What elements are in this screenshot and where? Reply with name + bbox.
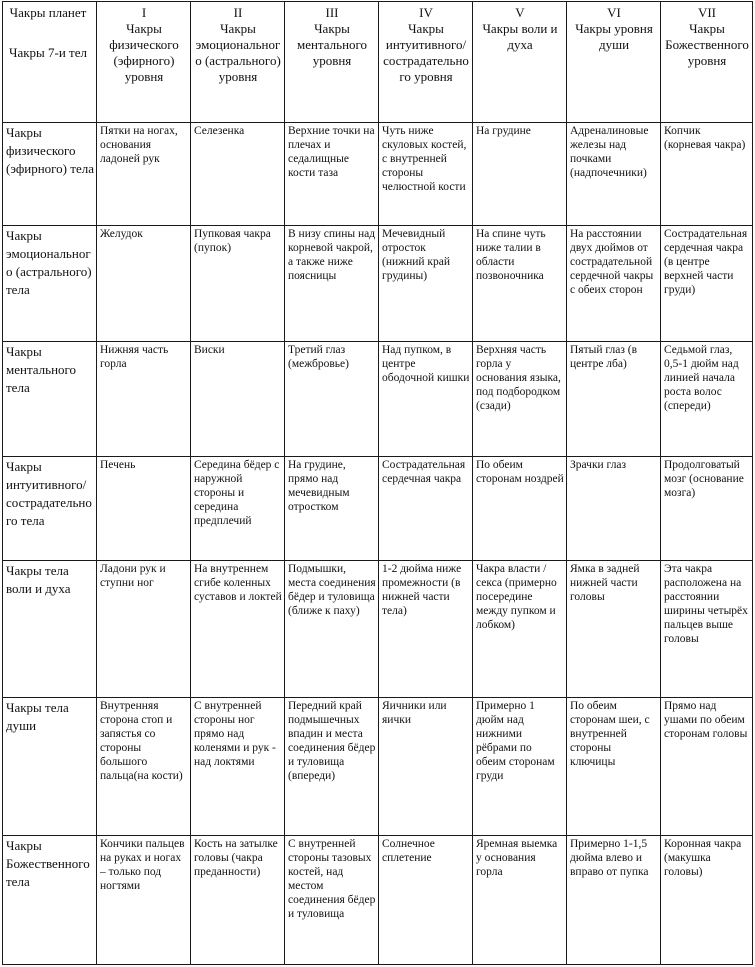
table-cell: Третий глаз (межбровье) [285,341,379,456]
column-header [285,2,379,123]
table-cell: В низу спины над корневой чакрой, а также ниже поясницы [285,226,379,341]
table-cell: Продолговатый мозг (основание мозга) [661,456,753,560]
column-label: Чакры воли и духа [482,21,558,52]
row-header: Чакры Божественного тела [3,835,97,964]
table-cell: Сострадательная сердечная чакра (в центре верхней части груди) [661,226,753,341]
table-cell: Кость на затылке головы (чакра преданности) [191,835,285,964]
table-cell: Передний край подмышечных впадин и места соединения бёдер и туловища (впереди) [285,698,379,835]
table-row [3,226,753,341]
table-cell: Пупковая чакра (пупок) [191,226,285,341]
table-cell: Печень [97,456,191,560]
table-cell: Примерно 1-1,5 дюйма влево и вправо от пупка [567,835,661,964]
table-cell: По обеим сторонам шеи, с внутренней стороны ключицы [567,698,661,835]
table-cell: С внутренней стороны тазовых костей, над местом соединения бёдер и туловища [285,835,379,964]
column-label: Чакры Божественного уровня [665,21,749,68]
corner-header [3,2,97,123]
table-cell: Эта чакра расположена на расстоянии ширины четырёх пальцев выше головы [661,561,753,698]
column-header [567,2,661,123]
table-cell: Нижняя часть горла [97,341,191,456]
table-cell: Кончики пальцев на руках и ногах – только под ногтями [97,835,191,964]
table-cell: Адреналиновые железы над почками (надпочечники) [567,123,661,226]
row-header: Чакры эмоционального (астрального) тела [3,226,97,341]
table-cell: Подмышки, места соединения бёдер и туловища (ближе к паху) [285,561,379,698]
table-cell: Селезенка [191,123,285,226]
column-number: III [325,5,339,20]
row-header: Чакры интуитивного/ сострадательного тела [3,456,97,560]
table-cell: Солнечное сплетение [379,835,473,964]
table-cell: Копчик (корневая чакра) [661,123,753,226]
table-row [3,561,753,698]
column-number: VI [607,5,621,20]
column-number: IV [419,5,433,20]
table-header-row [3,2,753,123]
column-header [191,2,285,123]
table-cell: Яичники или яички [379,698,473,835]
table-cell: На спине чуть ниже талии в области позвоночника [473,226,567,341]
table-cell: По обеим сторонам ноздрей [473,456,567,560]
table-cell: Прямо над ушами по обеим сторонам головы [661,698,753,835]
table-cell: Желудок [97,226,191,341]
table-cell: На внутреннем сгибе коленных суставов и локтей [191,561,285,698]
corner-header-bottom: Чакры 7-и тел [9,45,87,60]
table-cell: Мечевидный отросток (нижний край грудины) [379,226,473,341]
table-cell: Над пупком, в центре ободочной кишки [379,341,473,456]
table-row [3,698,753,835]
table-cell: Ладони рук и ступни ног [97,561,191,698]
column-number: II [233,5,243,20]
row-header: Чакры ментального тела [3,341,97,456]
table-cell: На грудине [473,123,567,226]
table-cell: Сострадательная сердечная чакра [379,456,473,560]
column-label: Чакры физического (эфирного) уровня [109,21,179,84]
corner-header-top: Чакры планет [9,5,87,20]
table-cell: Верхние точки на плечах и седалищные кости таза [285,123,379,226]
table-cell: 1-2 дюйма ниже промежности (в нижней части тела) [379,561,473,698]
column-number: I [141,5,147,20]
table-row [3,341,753,456]
column-label: Чакры ментального уровня [296,21,368,68]
table-cell: Пятый глаз (в центре лба) [567,341,661,456]
column-label: Чакры уровня души [575,21,653,52]
table-cell: Чакра власти /секса (примерно посередине между пупком и лобком) [473,561,567,698]
column-number: V [515,5,525,20]
table-cell: Коронная чакра (макушка головы) [661,835,753,964]
table-cell: Верхняя часть горла у основания языка, под подбородком (сзади) [473,341,567,456]
column-label: Чакры интуитивного/ сострадательного уровня [383,21,469,84]
row-header: Чакры физического (эфирного) тела [3,123,97,226]
table-cell: Виски [191,341,285,456]
table-cell: Примерно 1 дюйм над нижними рёбрами по обеим сторонам груди [473,698,567,835]
table-cell: Зрачки глаз [567,456,661,560]
table-row [3,835,753,964]
table-cell: Пятки на ногах, основания ладоней рук [97,123,191,226]
table-cell: Середина бёдер с наружной стороны и середина предплечий [191,456,285,560]
column-header [661,2,753,123]
column-label: Чакры эмоционального (астрального) уровня [195,21,281,84]
row-header: Чакры тела души [3,698,97,835]
column-header [379,2,473,123]
table-cell: Ямка в задней нижней части головы [567,561,661,698]
table-cell: Чуть ниже скуловых костей, с внутренней стороны челюстной кости [379,123,473,226]
column-number: VII [697,5,717,20]
table-cell: На грудине, прямо над мечевидным отростком [285,456,379,560]
table-cell: Яремная выемка у основания горла [473,835,567,964]
table-cell: Внутренняя сторона стоп и запястья со стороны большого пальца(на кости) [97,698,191,835]
row-header: Чакры тела воли и духа [3,561,97,698]
table-row [3,123,753,226]
table-row [3,456,753,560]
table-cell: На расстоянии двух дюймов от сострадательной сердечной чакры с обеих сторон [567,226,661,341]
table-cell: С внутренней стороны ног прямо над коленями и рук - над локтями [191,698,285,835]
table-cell: Седьмой глаз, 0,5-1 дюйм над линией начала роста волос (спереди) [661,341,753,456]
column-header [473,2,567,123]
column-header [97,2,191,123]
chakra-table [2,1,753,965]
